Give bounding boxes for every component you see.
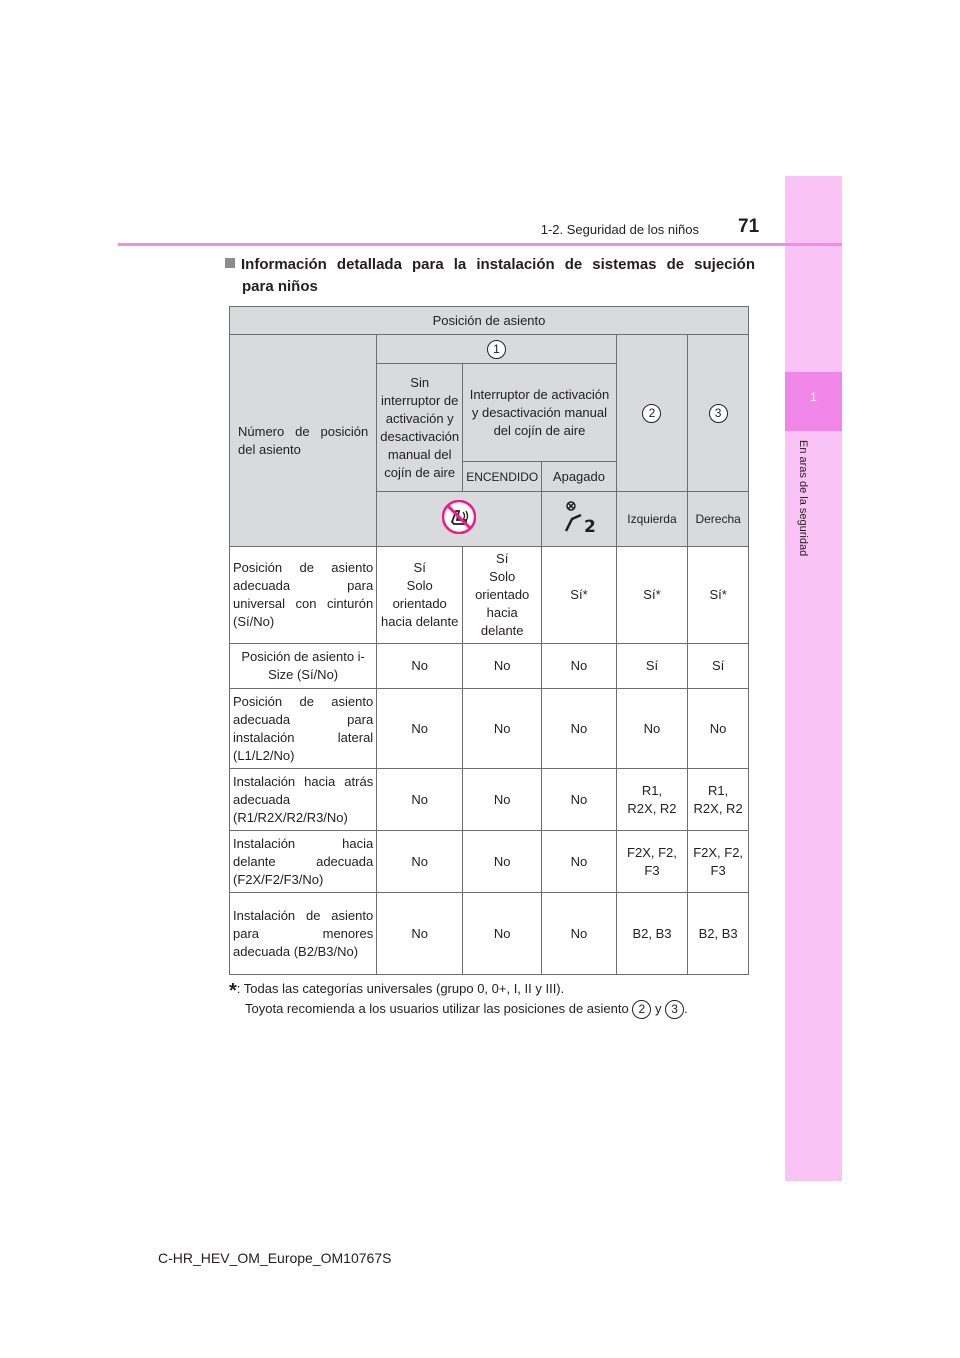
heading-line-1: Información detallada para la instalación de sistemas de sujeción: [241, 256, 755, 273]
table-cell: Sí: [616, 644, 688, 689]
heading: [225, 254, 755, 298]
heading-line-2: para niños: [242, 278, 318, 295]
right-header: Derecha: [688, 492, 749, 547]
airbag-on-icon: [559, 499, 599, 535]
footnote-line-1: : Todas las categorías universales (grupo 0, 0+, I, II y III).: [236, 981, 565, 996]
table-row: [230, 893, 749, 975]
table-cell: No: [463, 644, 542, 689]
table-cell: No: [377, 689, 463, 769]
row-label: Posición de asiento adecuada para instalación lateral (L1/L2/No): [230, 689, 377, 769]
header-rule: [118, 243, 842, 246]
table-row: [230, 831, 749, 893]
table-cell: Sí: [688, 644, 749, 689]
table-top-header: Posición de asiento: [230, 307, 749, 335]
pos1-header: [377, 335, 617, 364]
footnote-line-2: Toyota recomienda a los usuarios utilizar las posiciones de asiento: [245, 1001, 629, 1016]
table-row: [230, 547, 749, 644]
pos3-circle: 3: [709, 404, 728, 423]
chapter-title: En aras de la seguridad: [797, 440, 809, 557]
no-switch-header: Sin interruptor de activación y desactivación manual del cojín de aire: [377, 364, 463, 492]
table-cell: No: [463, 893, 542, 975]
table-cell: No: [377, 893, 463, 975]
footnote-end: .: [684, 1001, 688, 1016]
svg-text:2: 2: [583, 516, 596, 535]
row-label: Posición de asiento adecuada para universal con cinturón (Sí/No): [230, 547, 377, 644]
square-bullet-icon: [225, 258, 235, 268]
footnote-and: y: [654, 1001, 662, 1016]
row-label: Posición de asiento i-Size (Sí/No): [230, 644, 377, 689]
airbag-on-cell: [542, 492, 617, 547]
pos2-header: [616, 335, 688, 492]
section-title: 1-2. Seguridad de los niños: [540, 222, 699, 237]
pos3-header: [688, 335, 749, 492]
table-cell: R1, R2X, R2: [616, 769, 688, 831]
table-cell: No: [377, 831, 463, 893]
table-cell: No: [542, 689, 617, 769]
table-cell: Sí Solo orientado hacia delante: [463, 547, 542, 644]
table-cell: No: [542, 893, 617, 975]
table-cell: B2, B3: [688, 893, 749, 975]
doc-id: C-HR_HEV_OM_Europe_OM10767S: [158, 1250, 392, 1266]
table-cell: No: [542, 644, 617, 689]
chapter-number: 1: [810, 390, 817, 404]
table-cell: No: [377, 769, 463, 831]
table-row: [230, 689, 749, 769]
side-band: [785, 176, 842, 1181]
table-cell: No: [616, 689, 688, 769]
table-cell: Sí Solo orientado hacia delante: [377, 547, 463, 644]
table-row: [230, 769, 749, 831]
table-cell: No: [463, 689, 542, 769]
page-number: 71: [738, 216, 760, 237]
table-cell: No: [542, 831, 617, 893]
airbag-off-cell: [377, 492, 542, 547]
table-cell: Sí*: [616, 547, 688, 644]
table-cell: No: [463, 831, 542, 893]
row-label: Instalación hacia atrás adecuada (R1/R2X/R2/R3/No): [230, 769, 377, 831]
table-cell: No: [542, 769, 617, 831]
footnote-pos3-circle: 3: [665, 1000, 684, 1019]
row-label: Instalación de asiento para menores adecuada (B2/B3/No): [230, 893, 377, 975]
footnote-star: *: [229, 980, 237, 1002]
airbag-off-icon: [442, 500, 476, 534]
left-header: Izquierda: [616, 492, 688, 547]
table-cell: No: [463, 769, 542, 831]
pos2-circle: 2: [642, 404, 661, 423]
table-cell: F2X, F2, F3: [688, 831, 749, 893]
row-header-cell: [230, 335, 377, 547]
table-cell: B2, B3: [616, 893, 688, 975]
table-row: [230, 644, 749, 689]
table-cell: F2X, F2, F3: [616, 831, 688, 893]
with-switch-header: Interruptor de activación y desactivación manual del cojín de aire: [463, 364, 617, 462]
seat-table: [229, 306, 749, 975]
on-header: ENCENDIDO: [463, 462, 542, 492]
row-label: Instalación hacia delante adecuada (F2X/F2/F3/No): [230, 831, 377, 893]
footnote: [229, 980, 769, 1019]
pos1-circle: 1: [487, 340, 506, 359]
table-cell: Sí*: [542, 547, 617, 644]
table-cell: No: [377, 644, 463, 689]
off-header: Apagado: [542, 462, 617, 492]
footnote-pos2-circle: 2: [632, 1000, 651, 1019]
row-header: Número de posición del asiento: [238, 423, 369, 457]
table-cell: Sí*: [688, 547, 749, 644]
table-cell: R1, R2X, R2: [688, 769, 749, 831]
table-cell: No: [688, 689, 749, 769]
